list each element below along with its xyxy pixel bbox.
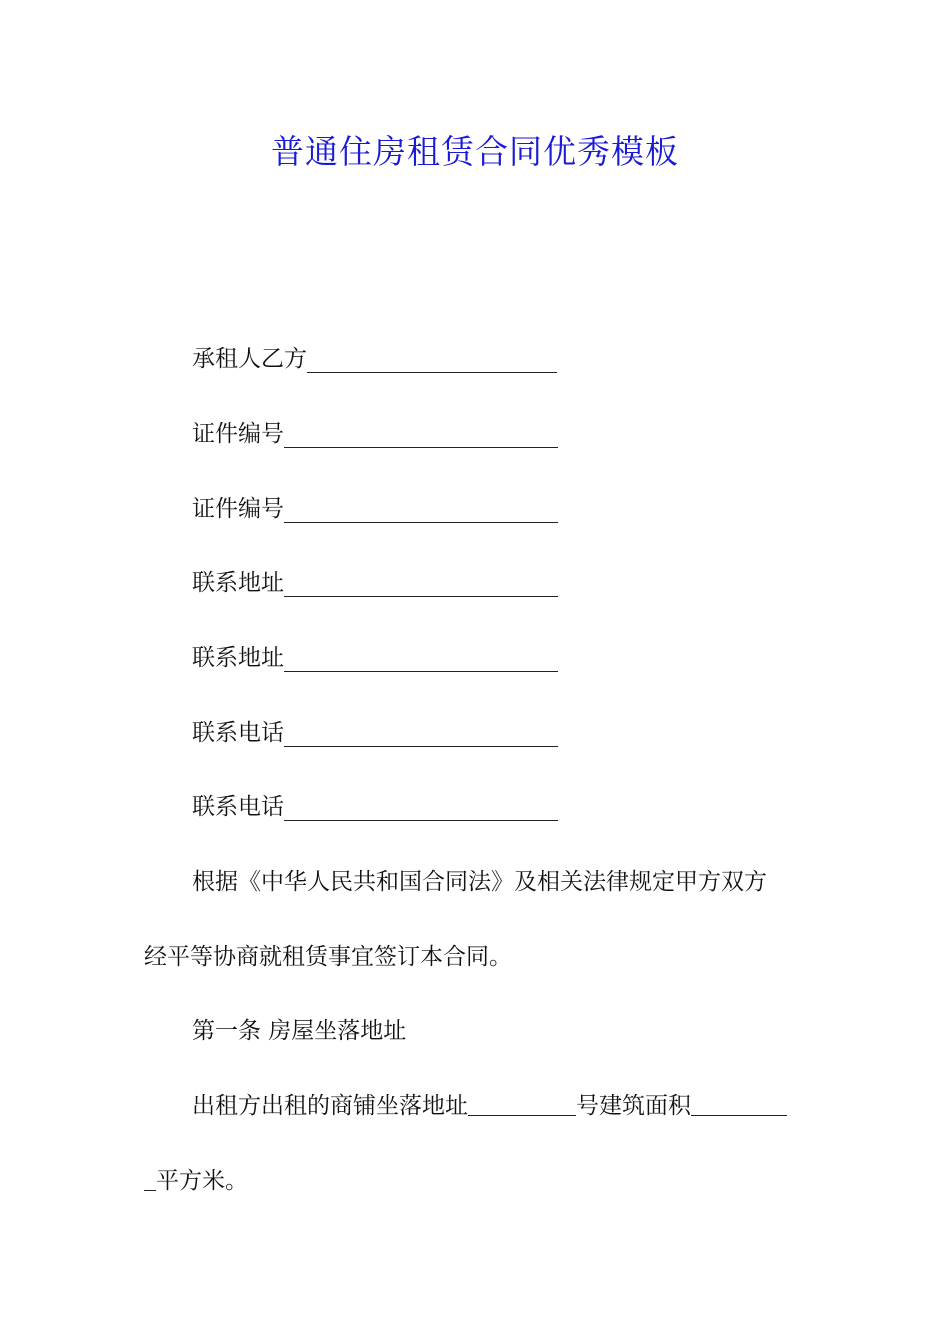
blank-line xyxy=(691,1091,787,1116)
blank-line xyxy=(284,496,558,523)
paragraph-line: 根据《中华人民共和国合同法》及相关法律规定甲方双方 xyxy=(192,869,767,895)
field-id-number-1 xyxy=(192,418,558,450)
field-label: 承租人乙方 xyxy=(192,346,307,372)
field-label: 证件编号 xyxy=(192,421,284,447)
blank-line xyxy=(284,720,558,747)
blank-line xyxy=(284,645,558,672)
field-phone-1 xyxy=(192,717,558,749)
article-text: 出租方出租的商铺坐落地址 xyxy=(192,1093,468,1119)
article-text: 平方米。 xyxy=(156,1168,248,1194)
field-label: 联系地址 xyxy=(192,570,284,596)
paragraph-line: 经平等协商就租赁事宜签订本合同。 xyxy=(144,944,512,970)
blank-line xyxy=(144,1166,156,1191)
field-label: 联系电话 xyxy=(192,794,284,820)
field-label: 证件编号 xyxy=(192,496,284,522)
blank-line xyxy=(284,570,558,597)
field-address-2 xyxy=(192,642,558,674)
article-text-line xyxy=(144,1165,248,1197)
blank-line xyxy=(284,421,558,448)
field-label: 联系电话 xyxy=(192,720,284,746)
field-address-1 xyxy=(192,567,558,599)
article-text: 号建筑面积 xyxy=(576,1093,691,1119)
blank-line xyxy=(468,1091,576,1116)
field-tenant-party-b xyxy=(192,343,557,375)
article-heading: 第一条 房屋坐落地址 xyxy=(192,1018,407,1044)
field-id-number-2 xyxy=(192,493,558,525)
article-text-line xyxy=(192,1090,787,1122)
document-title: 普通住房租赁合同优秀模板 xyxy=(271,132,679,171)
blank-line xyxy=(307,346,557,373)
field-phone-2 xyxy=(192,791,558,823)
field-label: 联系地址 xyxy=(192,645,284,671)
blank-line xyxy=(284,794,558,821)
